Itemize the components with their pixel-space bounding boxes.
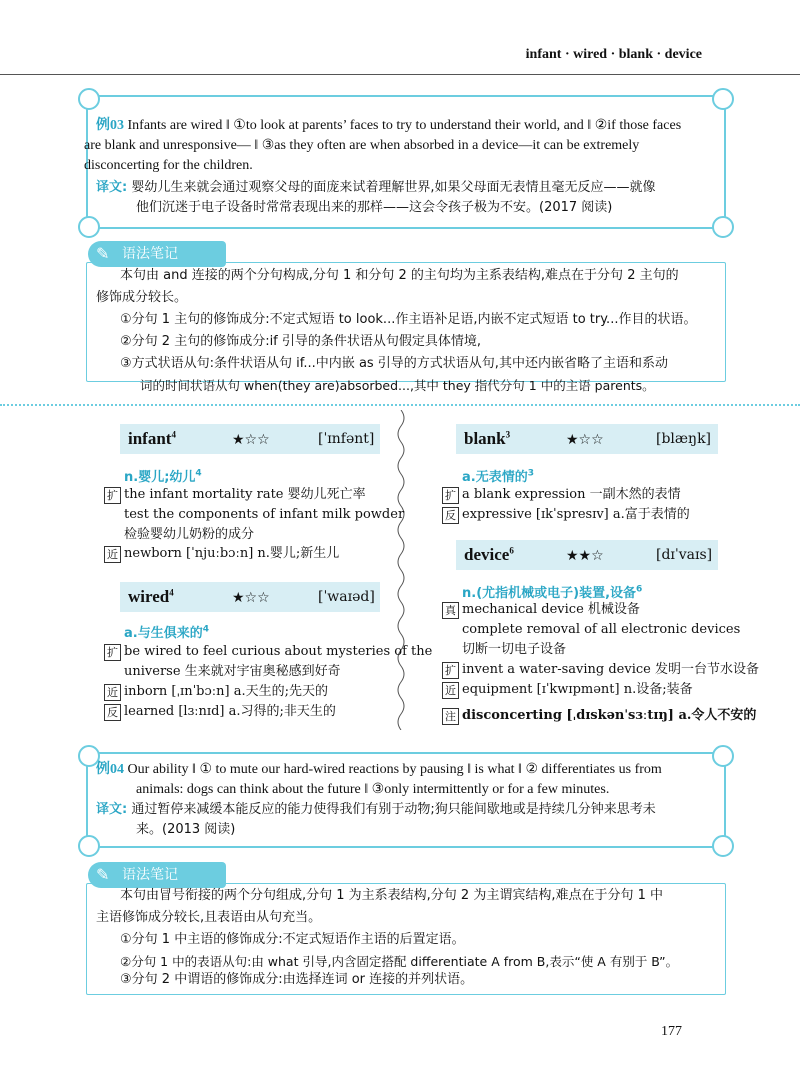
entry-line: learned [lɜːnɪd] a.习得的;非天生的 — [124, 704, 336, 719]
note1-line: 修饰成分较长。 — [96, 290, 188, 305]
entry-line: disconcerting [ˌdɪskənˈsɜːtɪŋ] a.令人不安的 — [462, 708, 757, 723]
frame-corner-ornament — [78, 216, 100, 238]
tag-near: 近 — [442, 682, 459, 699]
note2-line: 主语修饰成分较长,且表语由从句充当。 — [96, 910, 322, 925]
example03-label: 例03 — [96, 118, 124, 133]
entry-line: the infant mortality rate 婴幼儿死亡率 — [124, 487, 366, 502]
entry-line: newborn [ˈnjuːbɔːn] n.婴儿;新生儿 — [124, 546, 340, 561]
frame-corner-ornament — [78, 835, 100, 857]
tag-antonym: 反 — [442, 507, 459, 524]
entry-line: complete removal of all electronic devices — [462, 622, 741, 637]
note2-line: ①分句 1 中主语的修饰成分:不定式短语作主语的后置定语。 — [120, 932, 465, 947]
page-header — [0, 0, 800, 75]
entry-line: inborn [ˌɪnˈbɔːn] a.天生的;先天的 — [124, 684, 328, 699]
tag-antonym: 反 — [104, 704, 121, 721]
word-title: infant$^4$ — [128, 429, 176, 448]
entry-line: 切断一切电子设备 — [462, 642, 567, 657]
header-divider — [0, 74, 800, 75]
frame-corner-ornament — [78, 88, 100, 110]
example04-sentence-line1: 例04 Our ability ‖ ① to mute our hard-wired reactions by pausing ‖ is what ‖ ② differentiates us from — [96, 762, 662, 777]
note2-line: ②分句 1 中的表语从句:由 what 引导,内含固定搭配 differentiate A from B,表示“使 A 有别于 B”。 — [120, 954, 679, 969]
word-title: blank$^3$ — [464, 429, 511, 448]
example03-translation-line1: 译文: 婴幼儿生来就会通过观察父母的面庞来试着理解世界,如果父母面无表情且毫无反应——就像 — [96, 180, 656, 195]
example04-label: 例04 — [96, 762, 124, 777]
note1-line: 本句由 and 连接的两个分句构成,分句 1 和分句 2 的主句均为主系表结构,难点在于分句 2 主句的 — [120, 268, 679, 283]
entry-line: test the components of infant milk powder — [124, 507, 405, 522]
column-divider — [395, 410, 407, 730]
star-rating: ★★☆ — [566, 548, 604, 564]
example03-sentence-line3: disconcerting for the children. — [84, 158, 253, 173]
note1-line: ①分句 1 主句的修饰成分:不定式短语 to look...作主语补足语,内嵌不定式短语 to try...作目的状语。 — [120, 312, 697, 327]
frame-corner-ornament — [712, 745, 734, 767]
entry-line: mechanical device 机械设备 — [462, 602, 640, 617]
phonetic: [blæŋk] — [656, 431, 712, 447]
word-title: wired$^4$ — [128, 587, 174, 606]
frame-corner-ornament — [712, 835, 734, 857]
part-of-speech: a.无表情的$^3$ — [462, 468, 534, 485]
example03-translation-line2: 他们沉迷于电子设备时常常表现出来的那样——这会令孩子极为不安。(2017 阅读) — [136, 200, 613, 215]
grammar-note-tab: 语法笔记 — [88, 862, 226, 888]
entry-line: expressive [ɪkˈspresɪv] a.富于表情的 — [462, 507, 690, 522]
tag-extend: 扩 — [442, 662, 459, 679]
header-title: infant · wired · blank · device — [525, 47, 702, 62]
section-divider — [0, 404, 800, 406]
part-of-speech: n.(尤指机械或电子)装置,设备$^6$ — [462, 584, 643, 601]
note1-line: ③方式状语从句:条件状语从句 if...中内嵌 as 引导的方式状语从句,其中还内嵌省略了主语和系动 — [120, 356, 668, 371]
tag-real-exam: 真 — [442, 602, 459, 619]
star-rating: ★☆☆ — [232, 590, 270, 606]
example04-translation-line1: 译文: 通过暂停来减缓本能反应的能力使得我们有别于动物;狗只能间歇地或是持续几分钟来思考未 — [96, 802, 656, 817]
entry-line: universe 生来就对宇宙奥秘感到好奇 — [124, 664, 341, 679]
tag-near: 近 — [104, 684, 121, 701]
star-rating: ★☆☆ — [232, 432, 270, 448]
page-number: 177 — [661, 1024, 682, 1039]
pen-icon: ✎ — [96, 867, 110, 884]
part-of-speech: n.婴儿;幼儿$^4$ — [124, 468, 202, 485]
example03-sentence-line1: 例03 Infants are wired ‖ ①to look at parents’ faces to try to understand their world, and ‖ ②if those faces — [96, 118, 682, 133]
tag-extend: 扩 — [104, 644, 121, 661]
tag-note: 注 — [442, 708, 459, 725]
entry-line: 检验婴幼儿奶粉的成分 — [124, 527, 255, 542]
example04-translation-line2: 来。(2013 阅读) — [136, 822, 236, 837]
tag-near: 近 — [104, 546, 121, 563]
grammar-note-tab: 语法笔记 — [88, 241, 226, 267]
example04-sentence-line2: animals: dogs can think about the future ‖ ③only intermittently or for a few minutes. — [136, 782, 610, 797]
phonetic: [ˈwaɪəd] — [318, 589, 375, 605]
frame-corner-ornament — [712, 88, 734, 110]
phonetic: [ˈɪnfənt] — [318, 431, 375, 447]
entry-line: a blank expression 一副木然的表情 — [462, 487, 681, 502]
note2-line: ③分句 2 中谓语的修饰成分:由选择连词 or 连接的并列状语。 — [120, 972, 474, 987]
note1-line: ②分句 2 主句的修饰成分:if 引导的条件状语从句假定具体情境, — [120, 334, 482, 349]
entry-line: equipment [ɪˈkwɪpmənt] n.设备;装备 — [462, 682, 693, 697]
phonetic: [dɪˈvaɪs] — [656, 547, 713, 563]
entry-line: be wired to feel curious about mysteries of the — [124, 644, 433, 659]
tag-extend: 扩 — [104, 487, 121, 504]
star-rating: ★☆☆ — [566, 432, 604, 448]
word-title: device$^6$ — [464, 545, 514, 564]
example03-sentence-line2: are blank and unresponsive— ‖ ③as they often are when absorbed in a device—it can be extremely — [84, 138, 640, 153]
note2-line: 本句由冒号衔接的两个分句组成,分句 1 为主系表结构,分句 2 为主谓宾结构,难点在于分句 1 中 — [120, 888, 664, 903]
frame-corner-ornament — [712, 216, 734, 238]
pen-icon: ✎ — [96, 246, 110, 263]
entry-line: invent a water-saving device 发明一台节水设备 — [462, 662, 759, 677]
tag-extend: 扩 — [442, 487, 459, 504]
note1-line: 词的时间状语从句 when(they are)absorbed...,其中 they 指代分句 1 中的主语 parents。 — [140, 378, 655, 393]
part-of-speech: a.与生俱来的$^4$ — [124, 624, 209, 641]
